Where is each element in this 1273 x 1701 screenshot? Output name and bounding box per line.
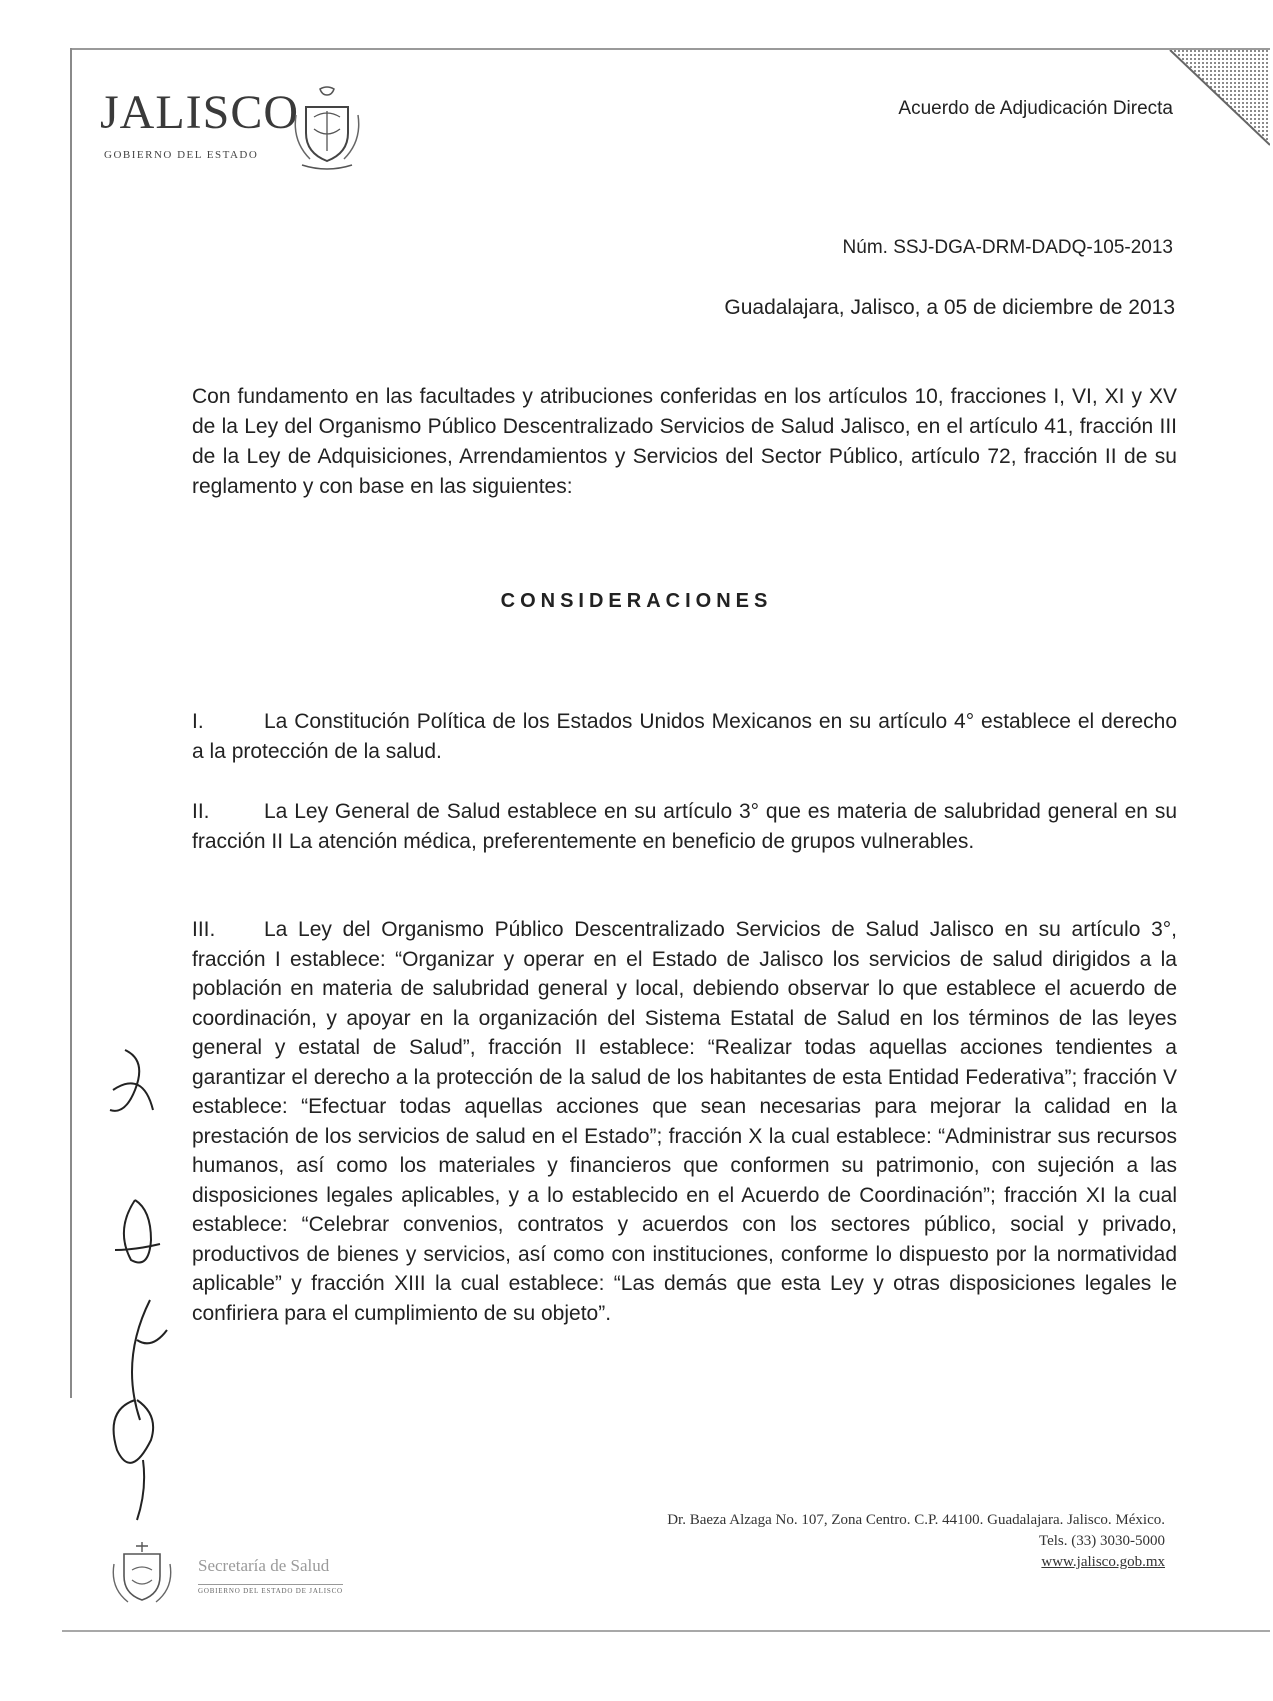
consideration-item (192, 707, 1177, 766)
document-type: Acuerdo de Adjudicación Directa (898, 98, 1173, 119)
document-number: Núm. SSJ-DGA-DRM-DADQ-105-2013 (842, 237, 1173, 258)
scan-border-bottom (62, 1630, 1270, 1632)
footer-contact (667, 1510, 1165, 1573)
consideration-item (192, 797, 1177, 856)
item-text: La Ley General de Salud establece en su artículo 3° que es materia de salubridad general en su fracción II La atención médica, preferentemente en beneficio de grupos vulnerables. (192, 800, 1177, 853)
item-text: La Constitución Política de los Estados Unidos Mexicanos en su artículo 4° establece el derecho a la protección de la salud. (192, 710, 1177, 763)
footer-phone: Tels. (33) 3030-5000 (1038, 1533, 1165, 1549)
scan-border-left (70, 48, 72, 1398)
jalisco-logo (100, 85, 380, 175)
health-secretariat-logo (108, 1540, 428, 1620)
coat-of-arms-icon (292, 85, 362, 170)
item-text: La Ley del Organismo Público Descentralizado Servicios de Salud Jalisco en su artículo 3°, fracción I establece: “Organizar y operar en el Estado de Jalisco los servicios de salud dirigidos a la población en materia de salubridad general y local, debiendo observar lo que establece el acuerdo de coordinación, y apoyar en la organización del Sistema Estatal de Salud en los términos de las leyes general y estatal de Salud”, fracción II establece: “Realizar todas aquellas acciones tendientes a garantizar el derecho a la protección de la salud de los habitantes de esta Entidad Federativa”; fracción V establece: “Efectuar todas aquellas acciones que sean necesarias para mejorar la calidad en la prestación de los servicios de salud en el Estado”; fracción X la cual establece: “Administrar sus recursos humanos, así como los materiales y financieros que conformen su patrimonio, con sujeción a las disposiciones legales aplicables, y a lo establecido en el Acuerdo de Coordinación”; fracción XI la cual establece: “Celebrar convenios, contratos y acuerdos con los sectores público, social y privado, productivos de bienes y servicios, así como con instituciones, conforme lo dispuesto por la normatividad aplicable” y fracción XIII la cual establece: “Las demás que esta Ley y otras disposiciones legales le confiriera para el cumplimiento de su objeto”. (192, 918, 1177, 1325)
logo-wordmark: JALISCO (100, 86, 300, 139)
item-number: II. (192, 800, 210, 823)
secretariat-name: Secretaría de Salud (198, 1556, 330, 1575)
document-date: Guadalajara, Jalisco, a 05 de diciembre de 2013 (724, 296, 1175, 319)
item-number: I. (192, 710, 204, 733)
coat-of-arms-icon (108, 1540, 176, 1610)
consideration-item (192, 915, 1177, 1328)
intro-paragraph: Con fundamento en las facultades y atribuciones conferidas en los artículos 10, fracciones I, VI, XI y XV de la Ley del Organismo Público Descentralizado Servicios de Salud Jalisco, en el artículo 41, fracción III de la Ley de Adquisiciones, Arrendamientos y Servicios del Sector Público, artículo 72, fracción II de su reglamento y con base en las siguientes: (192, 385, 1177, 498)
handwritten-initials (95, 1040, 195, 1530)
section-heading: CONSIDERACIONES (500, 590, 773, 612)
scan-border-top (70, 48, 1270, 50)
logo-subtitle: GOBIERNO DEL ESTADO (104, 149, 259, 161)
footer-address: Dr. Baeza Alzaga No. 107, Zona Centro. C.P. 44100. Guadalajara. Jalisco. México. (667, 1512, 1165, 1528)
footer-website-link[interactable]: www.jalisco.gob.mx (1041, 1554, 1165, 1570)
item-number: III. (192, 918, 216, 941)
secretariat-subtitle: GOBIERNO DEL ESTADO DE JALISCO (198, 1584, 343, 1595)
